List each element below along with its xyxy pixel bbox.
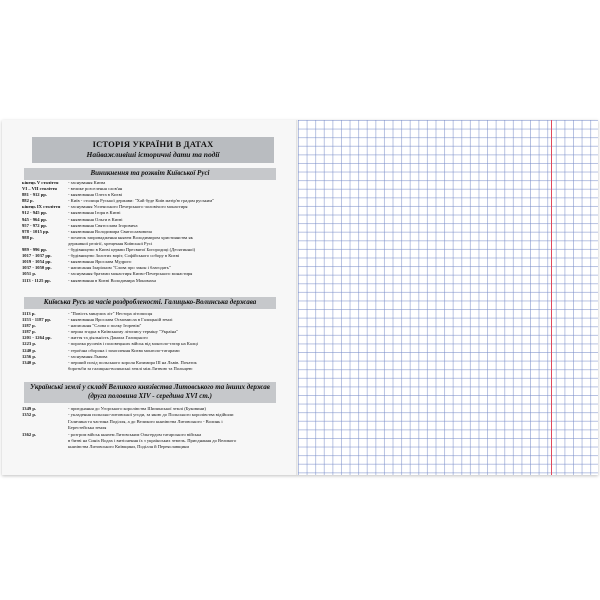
timeline-date: 1349 р.: [22, 406, 37, 411]
timeline-date: 1187 р.: [22, 323, 36, 329]
notebook-spread: [2, 120, 598, 475]
timeline-date: 881 - 912 рр.: [22, 192, 48, 198]
timeline-event: - розгром військ князем Литовським Ольгердом татарського війська: [68, 431, 202, 437]
timeline-event: - князювання Олега в Києві: [68, 192, 123, 198]
timeline-event: - князювання Святослава Ігоровича: [68, 222, 138, 228]
timeline-event: - героїчна оборона і захоплення Києва монголо-татарами: [68, 347, 180, 353]
timeline-date: 957 - 972 рр.: [22, 222, 48, 228]
timeline-event: - будівництво в Києві церкви Пресвятої Богородиці (Десятинної): [68, 247, 196, 253]
timeline-event: - князювання в Києві Володимира Мономаха: [68, 277, 156, 283]
timeline-date: 978 - 1015 рр.: [22, 228, 50, 234]
timeline-event: - князювання Ярослава Осмомисла в Галицькій землі: [68, 317, 173, 323]
timeline-date: VI – VII століття: [22, 186, 57, 192]
timeline-date: 1037 - 1050 рр.: [22, 265, 52, 271]
section-rows: [22, 311, 282, 372]
timeline-date: 1352 р.: [22, 412, 37, 418]
timeline-event: - написання Іларіоном "Слова про закон і благодать": [68, 265, 171, 271]
timeline-event: боротьби за галицько-волинські землі між Литвою та Польщею: [68, 365, 193, 371]
timeline-event: - заснування Успенського Печерського чоловічого монастиря: [68, 204, 188, 210]
timeline-date: 1340 р.: [22, 359, 37, 365]
timeline-event: - життя та діяльність Данила Галицького: [68, 335, 148, 341]
timeline-date: [22, 444, 68, 450]
timeline-event: - будівництво Золотих воріт, Софійського собору в Києві: [68, 253, 180, 259]
timeline-date: 1017 - 1037 рр.: [22, 253, 52, 259]
timeline-event: - перша згадка в Київському літопису терміну "Україна": [68, 329, 179, 335]
section-rows: [22, 406, 282, 451]
timeline-event: - заснування Києва: [68, 180, 106, 185]
timeline-event: - "Повість минулих літ" Нестора літописця: [68, 311, 153, 316]
notebook-back-cover: [2, 120, 298, 475]
timeline-event: князівства Литовського Київщини, Поділля й Переяславщини: [68, 444, 189, 450]
timeline-event: - Київ - столиця Руської держави: "Хай буде Київ матір'ю градам руським": [68, 198, 215, 204]
timeline-event: - поразка русичів і половецьких військ від монголо-татар на Калці: [68, 341, 198, 347]
timeline-event: - заснування Львова: [68, 353, 108, 359]
title-block: [32, 137, 274, 163]
section-rows: [22, 180, 282, 284]
timeline-event: - князювання Ольги в Києві: [68, 216, 123, 222]
timeline-event: - укладення польсько-литовської угоди, за якою до Польського королівства відійшли: [68, 412, 234, 418]
timeline-date: 1256 р.: [22, 353, 37, 359]
section-heading: Українські землі у складі Великого князівства Литовського та інших держав (друга половина XIV - середина XVI ст.): [24, 382, 276, 403]
timeline-event: - князювання Ярослава Мудрого: [68, 259, 132, 265]
timeline-date: [22, 366, 68, 372]
timeline-date: 1201 - 1264 рр.: [22, 335, 52, 341]
timeline-date: 988 р.: [22, 234, 34, 240]
section-heading: Київська Русь за часів роздробленості. Галицько-Волинська держава: [24, 297, 276, 309]
timeline-event: - початок запровадження князем Володимиром християнства як: [68, 234, 193, 240]
timeline-date: 1223 р.: [22, 341, 37, 347]
timeline-event: - велике розселення слов'ян: [68, 186, 123, 192]
timeline-date: кінець IX століття: [22, 204, 61, 210]
timeline-date: кінець V століття: [22, 180, 59, 185]
timeline-event: в битві на Синіх Водах і витіснення їх з українських земель. Приєднання до Великого: [68, 438, 237, 444]
timeline-date: 1153 - 1187 рр.: [22, 317, 52, 323]
timeline-date: 1187 р.: [22, 329, 36, 335]
grid-paper-page: [298, 120, 598, 475]
section-heading: Виникнення та розквіт Київської Русі: [24, 168, 276, 180]
timeline-event: державної релігії, хрещення Київської Русі: [68, 240, 153, 246]
page-subtitle: Найважливіші історичні дати та події: [86, 150, 220, 159]
timeline-date: 1113 р.: [22, 311, 36, 316]
margin-line: [551, 120, 552, 475]
timeline-date: 1362 р.: [22, 431, 37, 437]
timeline-date: 1019 - 1054 рр.: [22, 259, 52, 265]
timeline-row: [22, 366, 282, 372]
timeline-event: Галичина та частина Поділля, а до Великого князівства Литовського - Волинь і: [68, 418, 223, 424]
timeline-row: [22, 444, 282, 450]
timeline-event: Берестейська земля: [68, 425, 107, 431]
timeline-row: [22, 278, 282, 284]
timeline-event: - перший похід польського короля Казимира III на Львів. Початок: [68, 359, 197, 365]
timeline-date: 1113 - 1125 рр.: [22, 277, 51, 283]
page-title: ІСТОРІЯ УКРАЇНИ В ДАТАХ: [92, 139, 214, 149]
timeline-date: 912 - 945 рр.: [22, 210, 48, 216]
timeline-event: - написання "Слова о полку Ігоревім": [68, 323, 142, 329]
timeline-event: - князювання Ігоря в Києві: [68, 210, 121, 216]
timeline-date: 882 р.: [22, 198, 34, 204]
timeline-date: 1051 р.: [22, 271, 37, 277]
timeline-event: - заснування братами монастиря Києво-Печерського монастиря: [68, 271, 193, 277]
timeline-date: 945 - 964 рр.: [22, 216, 48, 222]
timeline-date: 1240 р.: [22, 347, 37, 353]
timeline-event: - князювання Володимира Святославовича: [68, 228, 152, 234]
timeline-event: - приєднання до Угорського королівства Шипинської землі (Буковини): [68, 406, 206, 411]
timeline-date: 989 - 996 рр.: [22, 247, 48, 253]
